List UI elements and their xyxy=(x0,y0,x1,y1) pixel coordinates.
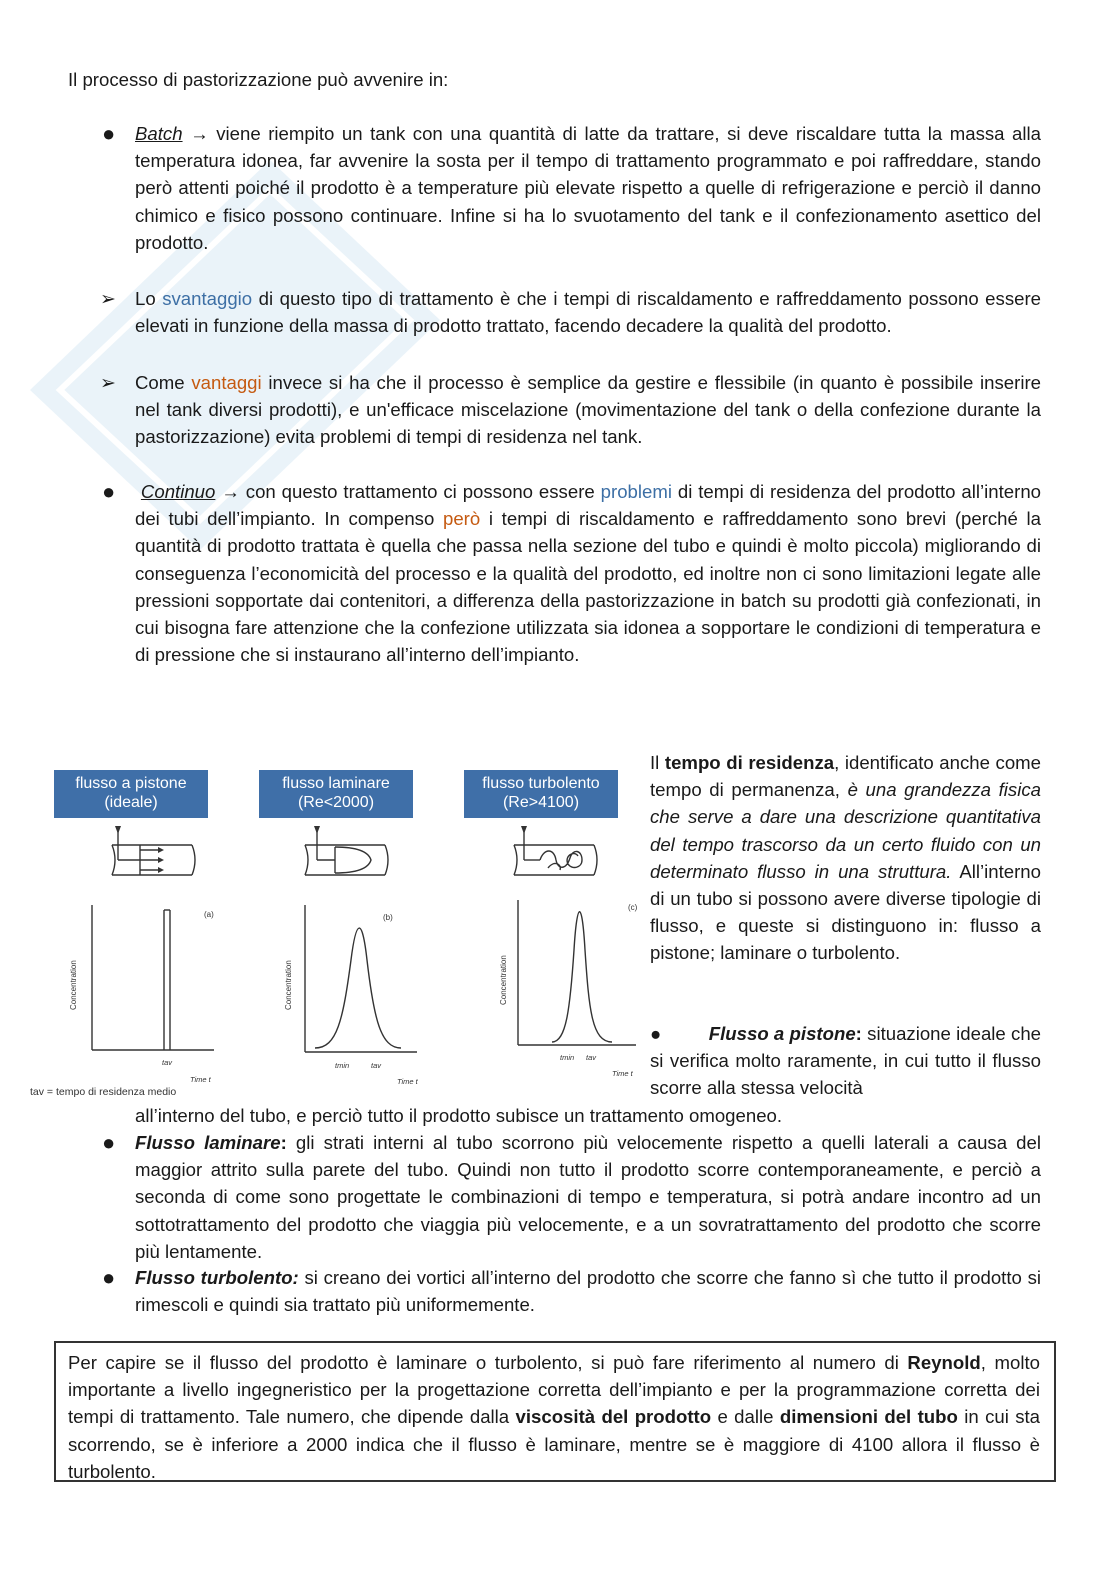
batch-term: Batch xyxy=(135,123,183,144)
arrow-bullet: ➢ xyxy=(100,289,116,310)
arrow-glyph: → xyxy=(221,481,240,502)
panel-subtitle: (Re<2000) xyxy=(297,794,375,811)
vantaggi-paragraph xyxy=(135,369,1041,451)
laminare-colon: : xyxy=(280,1132,287,1153)
pistone-text-1: situazione ideale che si verifica molto raramente, in cui tutto il flusso scorre alla stessa velocità xyxy=(650,1023,1042,1099)
continuo-text-b: di tempi di residenza del prodotto all’interno dei tubi dell’impianto. In compenso xyxy=(135,481,1042,530)
x-axis-label: Time t xyxy=(397,1077,418,1086)
svantaggio-highlight: svantaggio xyxy=(162,288,253,309)
tick-t-av: tav xyxy=(162,1058,173,1067)
x-axis-label: Time t xyxy=(190,1075,211,1084)
laminare-term: Flusso laminare xyxy=(135,1132,281,1153)
continuo-text-a: con questo trattamento ci possono essere xyxy=(239,481,601,502)
batch-text: viene riempito un tank con una quantità di latte da trattare, si deve riscaldare tutta la massa alla temperatura idonea, far avvenire la sosta per il tempo di trattamento programmato e poi raffreddare, stando però attenti poiché il prodotto è a temperature più elevate rispetto a quelle di refrigerazione e perciò il danno chimico e fisico possono continuare. Infine si ha lo svuotamento del tank e il confezionamento asettico del prodotto. xyxy=(135,123,1041,253)
tick-t-min: tmin xyxy=(560,1053,575,1062)
laminar-flow-diagram xyxy=(259,820,419,1090)
bullet-dot: ● xyxy=(102,1265,116,1290)
vantaggi-post: invece si ha che il processo è semplice da gestire e flessibile (in quanto è possibile inserire nel tank diversi prodotti), e un'efficace miscelazione (movimentazione del tank o della confezione durante la pastorizzazione) evita problemi di tempi di residenza nel tank. xyxy=(135,372,1042,448)
tick-t-min: tmin xyxy=(335,1061,350,1070)
panel-title: flusso laminare xyxy=(282,775,390,792)
y-axis-label: Concentration xyxy=(284,960,293,1010)
arrow-glyph: → xyxy=(190,123,209,144)
panel-subtitle: (ideale) xyxy=(104,794,158,811)
box-bold-dimensioni: dimensioni del tubo xyxy=(779,1406,958,1428)
y-axis-label: Concentration xyxy=(69,960,78,1010)
tick-t-av: tav xyxy=(586,1053,597,1062)
svantaggio-post: di questo tipo di trattamento è che i tempi di riscaldamento e raffreddamento possono essere elevati in funzione della massa di prodotto trattato, facendo decadere la qualità del prodotto. xyxy=(135,288,1041,337)
figure-panel-turbulent xyxy=(464,760,638,1090)
residenza-italic: è una grandezza fisica che serve a dare una descrizione quantitativa del tempo trascorso da un certo fluido con un determinato flusso in una struttura. xyxy=(650,779,1041,882)
y-axis-label: Concentration xyxy=(499,955,508,1005)
panel-header xyxy=(464,770,618,818)
panel-header xyxy=(259,770,413,818)
continuo-highlight-problemi: problemi xyxy=(600,481,672,502)
panel-title: flusso a pistone xyxy=(75,775,187,792)
svantaggio-pre: Lo xyxy=(135,288,163,309)
residenza-paragraph xyxy=(650,749,1041,967)
panel-tag: (c) xyxy=(628,903,638,912)
continuo-text-c: i tempi di riscaldamento e raffreddamento sono brevi (perché la quantità di prodotto trattata è quella che passa nella sezione del tubo e quindi è molto piccola) migliorando di conseguenza l’economicità del processo e la qualità del prodotto, ed inoltre non ci sono limitazioni legate alle pressioni sopportate dai contenitori, a differenza della pastorizzazione in batch su prodotti già confezionati, in cui bisogna fare attenzione che la confezione utilizzata sia idonea a sopportare le condizioni di temperatura e di pressione che si instaurano all’interno dell’impianto. xyxy=(135,508,1042,666)
vantaggi-highlight: vantaggi xyxy=(191,372,262,393)
pistone-colon: : xyxy=(855,1023,862,1044)
vantaggi-pre: Come xyxy=(135,372,192,393)
panel-tag: (b) xyxy=(383,913,393,922)
bullet-dot: ● xyxy=(102,121,116,146)
figure-panel-plug xyxy=(54,760,214,1090)
pistone-continuation: all’interno del tubo, e perciò tutto il prodotto subisce un trattamento omogeneo. xyxy=(135,1105,783,1126)
continuo-paragraph xyxy=(135,478,1041,668)
continuo-highlight-pero: però xyxy=(442,508,481,530)
box-text-a: Per capire se il flusso del prodotto è laminare o turbolento, si può fare riferimento al numero di xyxy=(68,1352,908,1373)
panel-subtitle: (Re>4100) xyxy=(502,794,580,811)
residenza-pre: Il xyxy=(650,752,665,773)
bullet-dot: ● xyxy=(102,1130,116,1155)
figure-caption xyxy=(30,1086,176,1098)
flow-types-figure xyxy=(30,760,640,1110)
arrow-bullet: ➢ xyxy=(100,373,116,394)
box-bold-reynold: Reynold xyxy=(907,1352,981,1373)
svantaggio-paragraph xyxy=(135,285,1041,339)
reynolds-note xyxy=(68,1349,1040,1485)
reynolds-note-box xyxy=(54,1341,1056,1482)
turbolento-term: Flusso turbolento: xyxy=(135,1267,299,1288)
panel-header xyxy=(54,770,208,818)
figure-panel-laminar xyxy=(259,760,419,1090)
pistone-term: Flusso a pistone xyxy=(708,1023,856,1044)
caption-symbol: tav xyxy=(30,1086,45,1098)
intro-line: Il processo di pastorizzazione può avvenire in: xyxy=(68,69,449,90)
turbulent-flow-diagram xyxy=(464,820,640,1090)
continuo-term: Continuo xyxy=(140,481,216,502)
laminare-paragraph xyxy=(135,1129,1041,1265)
batch-paragraph xyxy=(135,120,1041,256)
box-text-d: in cui sta scorrendo, se è inferiore a 2000 indica che il flusso è laminare, mentre se è maggiore di 4100 allora il flusso è turbolento. xyxy=(68,1406,1041,1482)
caption-text: = tempo di residenza medio xyxy=(44,1086,177,1098)
pistone-paragraph xyxy=(650,1020,1041,1102)
residenza-mid: , identificato anche come tempo di permanenza, xyxy=(650,752,1042,801)
panel-title: flusso turbolento xyxy=(482,775,600,792)
laminare-text: gli strati interni al tubo scorrono più velocemente rispetto a quelli laterali a causa del maggior attrito sulla parete del tubo. Quindi non tutto il prodotto scorre contemporaneamente, e perciò a seconda di come sono progettate le combinazioni di tempo e temperatura, si potrà andare incontro ad un sottotrattamento del prodotto che viaggia più velocemente, e a un sovratrattamento del prodotto che scorre più lentamente. xyxy=(135,1132,1041,1262)
box-bold-viscosita: viscosità del prodotto xyxy=(515,1406,712,1428)
box-text-c: e dalle xyxy=(711,1406,780,1428)
residenza-bold: tempo di residenza xyxy=(664,752,835,773)
bullet-dot: ● xyxy=(650,1023,662,1044)
plug-flow-diagram xyxy=(54,820,214,1090)
x-axis-label: Time t xyxy=(612,1069,633,1078)
turbolento-paragraph xyxy=(135,1264,1041,1318)
panel-tag: (a) xyxy=(204,910,214,919)
residenza-post: All’interno di un tubo si possono avere diverse tipologie di flusso, e queste si distinguono in: flusso a pistone; laminare o turbolento. xyxy=(650,860,1041,964)
turbolento-text: si creano dei vortici all’interno del prodotto che scorre che fanno sì che tutto il prodotto si rimescoli e quindi sia trattato più uniformemente. xyxy=(135,1267,1041,1316)
tick-t-av: tav xyxy=(371,1061,382,1070)
box-text-b: , molto importante a livello ingegneristico per la progettazione corretta dell’impianto e per la programmazione corretta dei tempi di trattamento. Tale numero, che dipende dalla xyxy=(68,1352,1040,1428)
bullet-dot: ● xyxy=(102,479,116,504)
